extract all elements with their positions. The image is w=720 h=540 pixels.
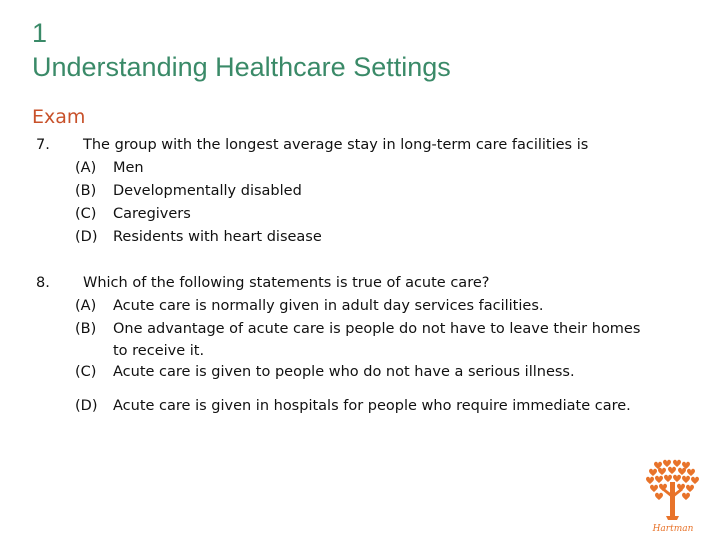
chapter-number: 1 (32, 18, 48, 48)
option-letter: (B) (75, 321, 97, 337)
chapter-title: Understanding Healthcare Settings (32, 52, 451, 82)
option-text: Residents with heart disease (113, 229, 322, 245)
option-text-continuation: to receive it. (113, 343, 205, 359)
option-letter: (A) (75, 160, 97, 176)
option-letter: (C) (75, 364, 97, 380)
section-heading: Exam (32, 106, 86, 128)
option-letter: (B) (75, 183, 97, 199)
question-text: The group with the longest average stay in long-term care facilities is (83, 137, 589, 153)
option-text (113, 318, 703, 361)
option-text-line: One advantage of acute care is people do not have to leave their homes (113, 321, 641, 337)
question-number: 7. (36, 137, 50, 153)
option-text: Caregivers (113, 206, 191, 222)
hartman-logo (642, 458, 704, 534)
option-letter: (A) (75, 298, 97, 314)
option-letter: (D) (75, 398, 98, 414)
question-text: Which of the following statements is true of acute care? (83, 275, 490, 291)
option-text: Acute care is given in hospitals for people who require immediate care. (113, 398, 631, 414)
page-title (32, 16, 451, 84)
option-letter: (C) (75, 206, 97, 222)
option-text: Developmentally disabled (113, 183, 302, 199)
question-number: 8. (36, 275, 50, 291)
tree-icon (642, 458, 704, 534)
option-text: Men (113, 160, 144, 176)
option-text: Acute care is given to people who do not have a serious illness. (113, 364, 575, 380)
option-letter: (D) (75, 229, 98, 245)
logo-wordmark: Hartman (652, 524, 694, 534)
option-text: Acute care is normally given in adult day services facilities. (113, 298, 544, 314)
